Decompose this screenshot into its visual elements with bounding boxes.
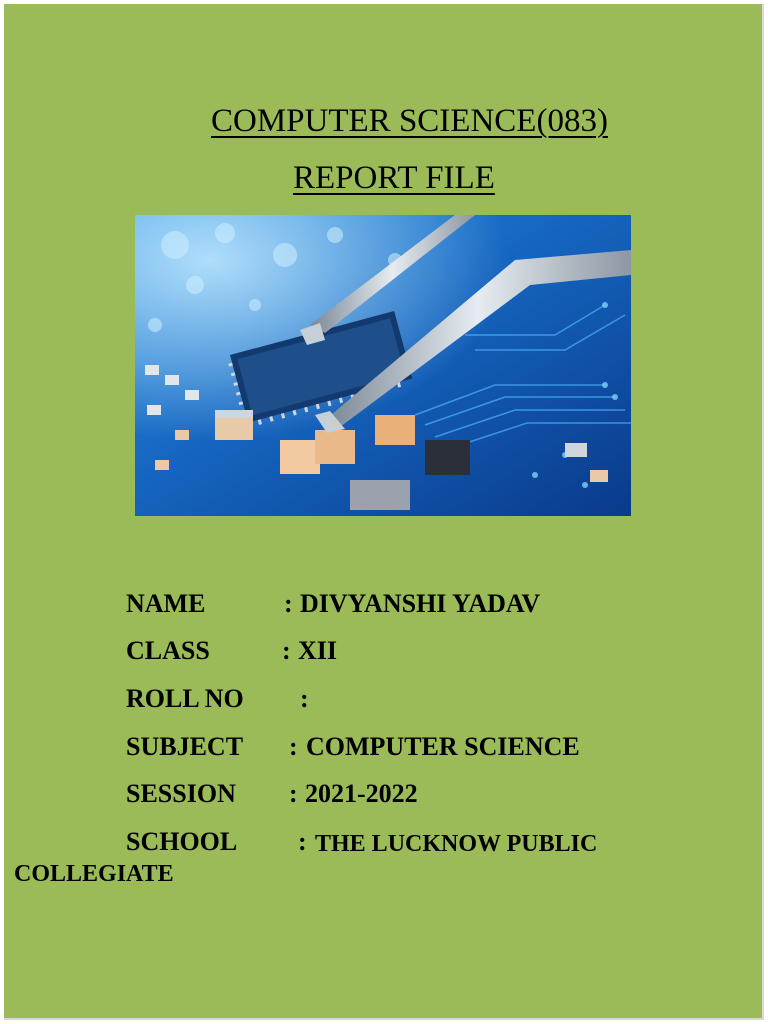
field-session-value: 2021-2022 <box>305 779 418 808</box>
field-name-value: DIVYANSHI YADAV <box>300 589 541 618</box>
field-subject <box>4 734 762 768</box>
field-session <box>4 781 762 815</box>
field-name-label: NAME <box>126 589 206 618</box>
field-school <box>4 829 762 863</box>
document-subtitle: REPORT FILE <box>293 160 495 196</box>
circuit-board-illustration <box>135 215 631 516</box>
field-roll-no <box>4 686 762 720</box>
document-title: COMPUTER SCIENCE(083) <box>211 103 608 139</box>
field-name <box>4 591 762 625</box>
field-subject-separator: : <box>289 732 298 761</box>
field-roll-no-label: ROLL NO <box>126 684 244 713</box>
report-cover-page <box>4 4 764 1020</box>
field-session-label: SESSION <box>126 779 236 808</box>
field-class-value: XII <box>298 636 338 665</box>
field-school-value: THE LUCKNOW PUBLIC <box>315 831 598 857</box>
circuit-board-image <box>135 215 631 516</box>
field-school-value-continued: COLLEGIATE <box>14 861 174 887</box>
field-class-separator: : <box>282 636 291 665</box>
field-class-label: CLASS <box>126 636 210 665</box>
field-subject-label: SUBJECT <box>126 732 244 761</box>
field-roll-no-separator: : <box>300 684 309 713</box>
field-class <box>4 638 762 672</box>
field-school-label: SCHOOL <box>126 827 238 856</box>
field-name-separator: : <box>284 589 293 618</box>
field-school-separator: : <box>298 827 307 856</box>
field-subject-value: COMPUTER SCIENCE <box>306 732 580 761</box>
field-session-separator: : <box>289 779 298 808</box>
